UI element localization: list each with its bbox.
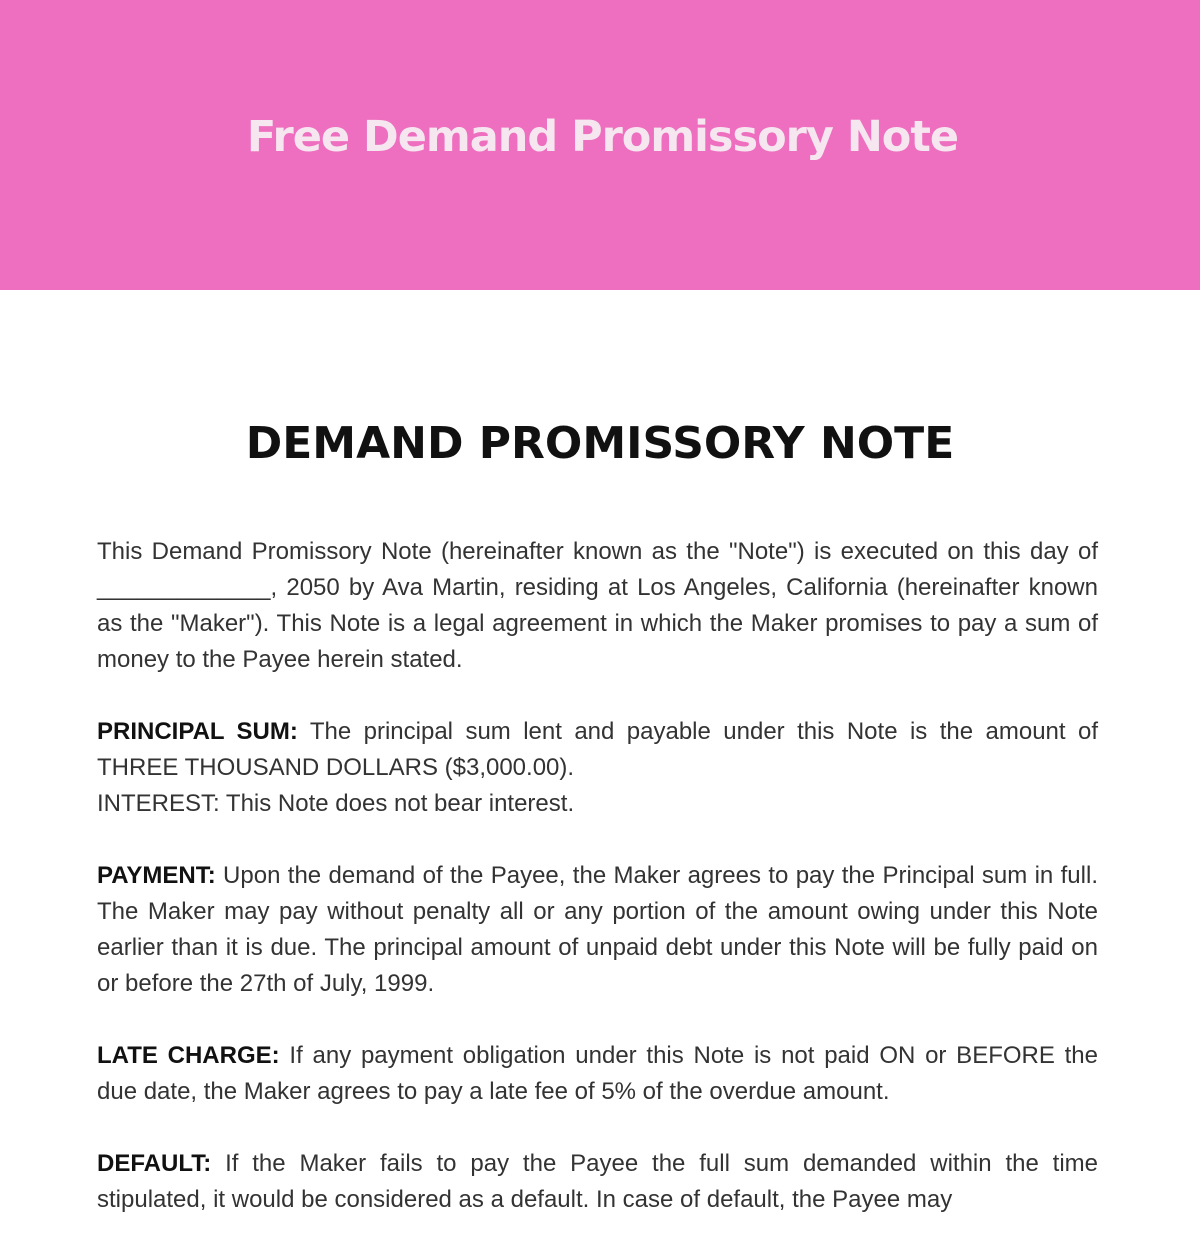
intro-paragraph: This Demand Promissory Note (hereinafter known as the "Note") is executed on this day of _____________, 2050 by Ava Martin, residing at Los Angeles, California (hereinafter known as the "Maker"). This Note is a legal agreement in which the Maker promises to pay a sum of money to the Payee herein stated. [97, 538, 1098, 673]
late-charge-label: LATE CHARGE: [97, 1042, 280, 1069]
payment-label: PAYMENT: [97, 862, 216, 889]
principal-sum-label: PRINCIPAL SUM: [97, 718, 298, 745]
late-charge-text: If any payment obligation under this Note is not paid ON or BEFORE the due date, the Maker agrees to pay a late fee of 5% of the overdue amount. [97, 1042, 1098, 1105]
interest-text: INTEREST: This Note does not bear interest. [97, 790, 575, 817]
late-charge-paragraph [97, 1038, 1098, 1110]
payment-text: Upon the demand of the Payee, the Maker agrees to pay the Principal sum in full. The Maker may pay without penalty all or any portion of the amount owing under this Note earlier than it is due. The principal amount of unpaid debt under this Note will be fully paid on or before the 27th of July, 1999. [97, 862, 1098, 997]
default-text: If the Maker fails to pay the Payee the full sum demanded within the time stipulated, it would be considered as a default. In case of default, the Payee may [97, 1150, 1098, 1213]
banner-title: Free Demand Promissory Note [246, 112, 959, 162]
document-title: DEMAND PROMISSORY NOTE [245, 418, 955, 469]
payment-paragraph [97, 858, 1098, 1002]
default-label: DEFAULT: [97, 1150, 212, 1177]
document-body [97, 534, 1098, 1254]
principal-sum-text: The principal sum lent and payable under this Note is the amount of THREE THOUSAND DOLLARS ($3,000.00). [97, 718, 1098, 781]
default-paragraph [97, 1146, 1098, 1218]
principal-sum-paragraph [97, 714, 1098, 822]
header-banner [0, 0, 1200, 290]
